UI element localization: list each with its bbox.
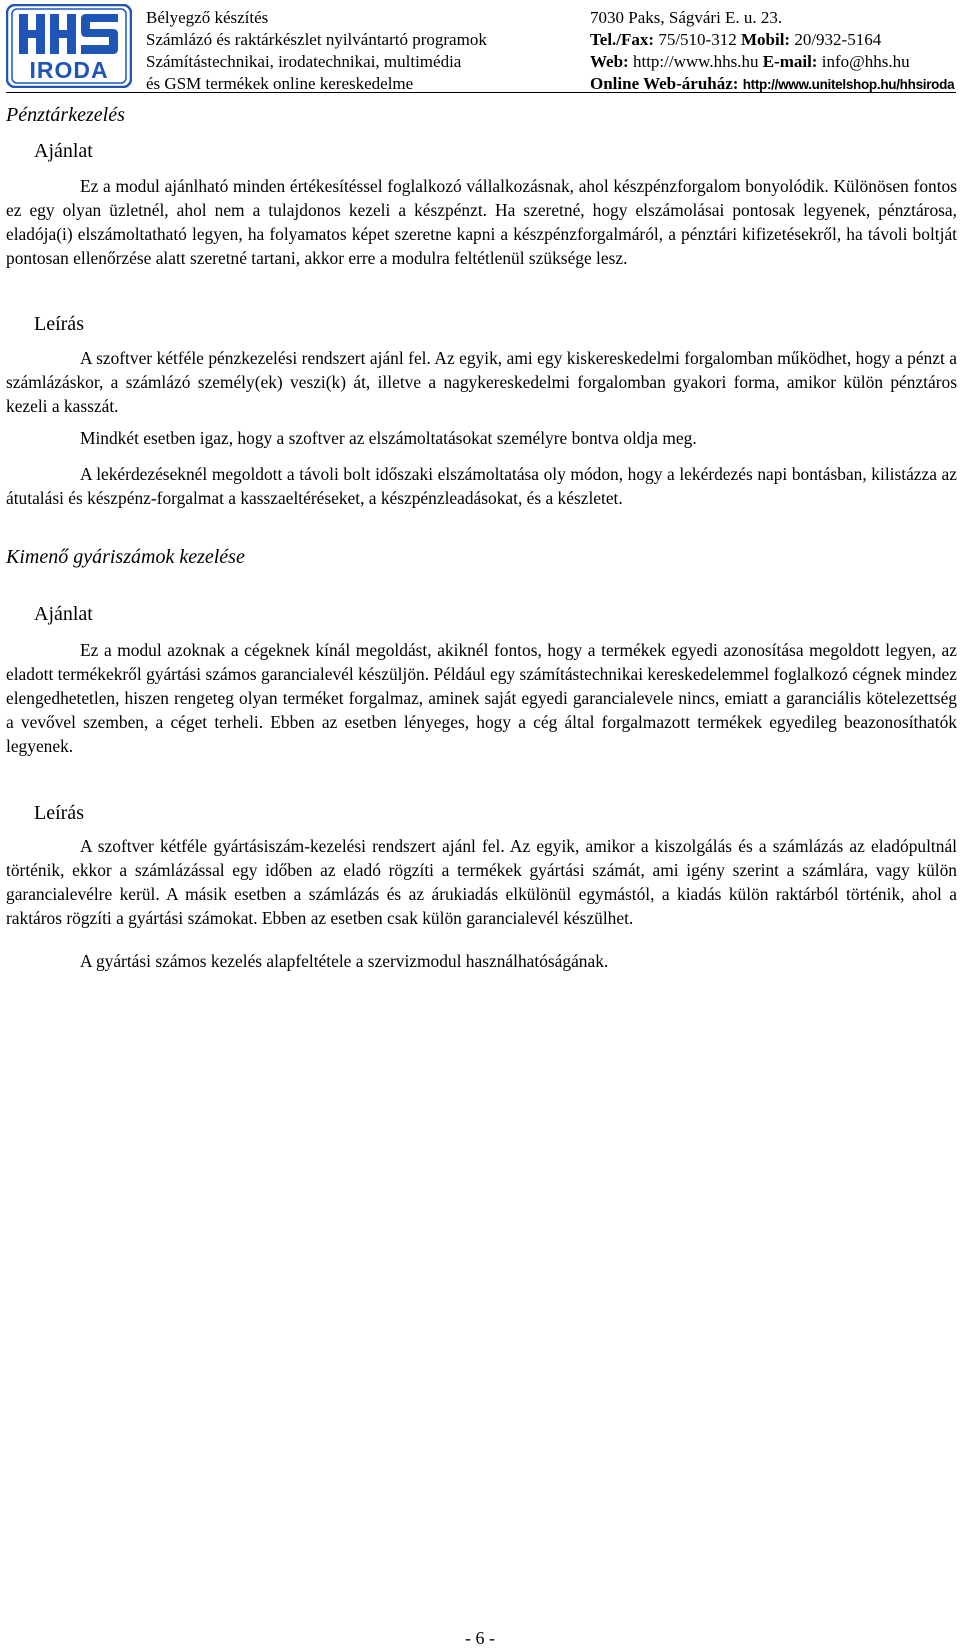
- phone-line: [590, 29, 960, 51]
- service-line: Számítástechnikai, irodatechnikai, multimédia: [146, 52, 462, 71]
- mobil-value: 20/932-5164: [794, 30, 882, 49]
- subheading-ajanlat: Ajánlat: [34, 603, 93, 625]
- svg-text:IRODA: IRODA: [29, 57, 109, 83]
- web-line: [590, 51, 960, 73]
- header-contact: [590, 7, 960, 96]
- service-line: Bélyegző készítés: [146, 8, 269, 27]
- subheading-leiras: Leírás: [34, 802, 84, 824]
- section-title-penztarkezeles: Pénztárkezelés: [6, 104, 125, 126]
- paragraph-leiras: A szoftver kétféle gyártásiszám-kezelési rendszert ajánl fel. Az egyik, amikor a kiszolgálás és a számlázás az eladópultnál történik, ekkor a számlázással egy időben az eladó rögzíti a termékek gyártási számát, ami igény szerint a számlára, vagy külön garancialevélre kerül. A másik esetben a számlázás és az árukiadás elkülönül egymástól, a kiadás külön raktárból történik, ahol a raktáros rögzíti a gyártási számokat. Ebben az esetben csak külön garancialevél készülhet.: [6, 836, 957, 929]
- service-line: Számlázó és raktárkészlet nyilvántartó programok: [146, 30, 487, 49]
- paragraph-leiras: Mindkét esetben igaz, hogy a szoftver az elszámoltatásokat személyre bontva oldja meg.: [80, 428, 697, 448]
- shop-label: Online Web-áruház:: [590, 74, 739, 93]
- page-header: [6, 4, 956, 93]
- paragraph-leiras: A lekérdezéseknél megoldott a távoli bolt időszaki elszámoltatása oly módon, hogy a lekérdezés napi bontásban, kilistázza az átutalási és készpénz-forgalmat a kasszaeltéréseket, a készpénzleadásokat, és a készletet.: [6, 464, 957, 509]
- web-label: Web:: [590, 52, 629, 71]
- paragraph-ajanlat: Ez a modul ajánlható minden értékesítéssel foglalkozó vállalkozásnak, ahol készpénzforgalom bonyolódik. Különösen fontos ez egy olyan üzletnél, ahol nem a tulajdonos kezeli a készpénzt. Ha szeretné, hogy elszámolásai pontosak legyenek, pénztárosa, eladója(i) elszámoltatható legyen, ha folyamatos képet szeretne kapni a készpénzforgalmáról, a pénztári kifizetésekről, ha távoli boltját pontosan ellenőrzése alatt szeretné tartani, akkor erre a modulra feltétlenül szüksége lesz.: [6, 176, 957, 269]
- header-divider: [6, 92, 956, 93]
- subheading-ajanlat: Ajánlat: [34, 140, 93, 162]
- mobil-label: Mobil:: [740, 30, 791, 49]
- tel-value: 75/510-312: [658, 30, 737, 49]
- email-label: E-mail:: [762, 52, 818, 71]
- email-link[interactable]: info@hhs.hu: [821, 52, 910, 71]
- shop-link[interactable]: http://www.unitelshop.hu/hhsiroda: [742, 77, 955, 92]
- subheading-leiras: Leírás: [34, 313, 84, 335]
- service-line: és GSM termékek online kereskedelme: [146, 74, 414, 93]
- web-link[interactable]: http://www.hhs.hu: [632, 52, 759, 71]
- paragraph-leiras: A szoftver kétféle pénzkezelési rendszert ajánl fel. Az egyik, ami egy kiskereskedelmi forgalomban működhet, hogy a pénzt a számlázáskor, a számlázó személy(ek) veszi(k) át, illetve a nagykereskedelmi forgalomban gyakori forma, amikor külön pénztáros kezeli a kasszát.: [6, 348, 957, 417]
- page-number: - 6 -: [465, 1628, 495, 1648]
- section-title-gyariszamok: Kimenő gyáriszámok kezelése: [6, 546, 245, 568]
- tel-label: Tel./Fax:: [590, 30, 655, 49]
- header-services: [146, 7, 576, 95]
- address: 7030 Paks, Ságvári E. u. 23.: [590, 8, 783, 27]
- paragraph-ajanlat: Ez a modul azoknak a cégeknek kínál megoldást, akiknél fontos, hogy a termékek egyedi azonosítása megoldott legyen, az eladott termékekről gyártási számos garancialevél készüljön. Például egy számítástechnikai kereskedelemmel foglalkozó cégnek mindez elengedhetetlen, hiszen rengeteg olyan terméket forgalmaz, aminek saját egyedi garancialevele nincs, emiatt a garanciális kötelezettség a vevővel szemben, a céget terheli. Ebben az esetben lényeges, hogy a cég által forgalmazott termékek egyedileg beazonosíthatók legyenek.: [6, 640, 957, 757]
- paragraph-leiras: A gyártási számos kezelés alapfeltétele a szervizmodul használhatóságának.: [80, 951, 609, 971]
- hhs-iroda-logo: [6, 4, 132, 88]
